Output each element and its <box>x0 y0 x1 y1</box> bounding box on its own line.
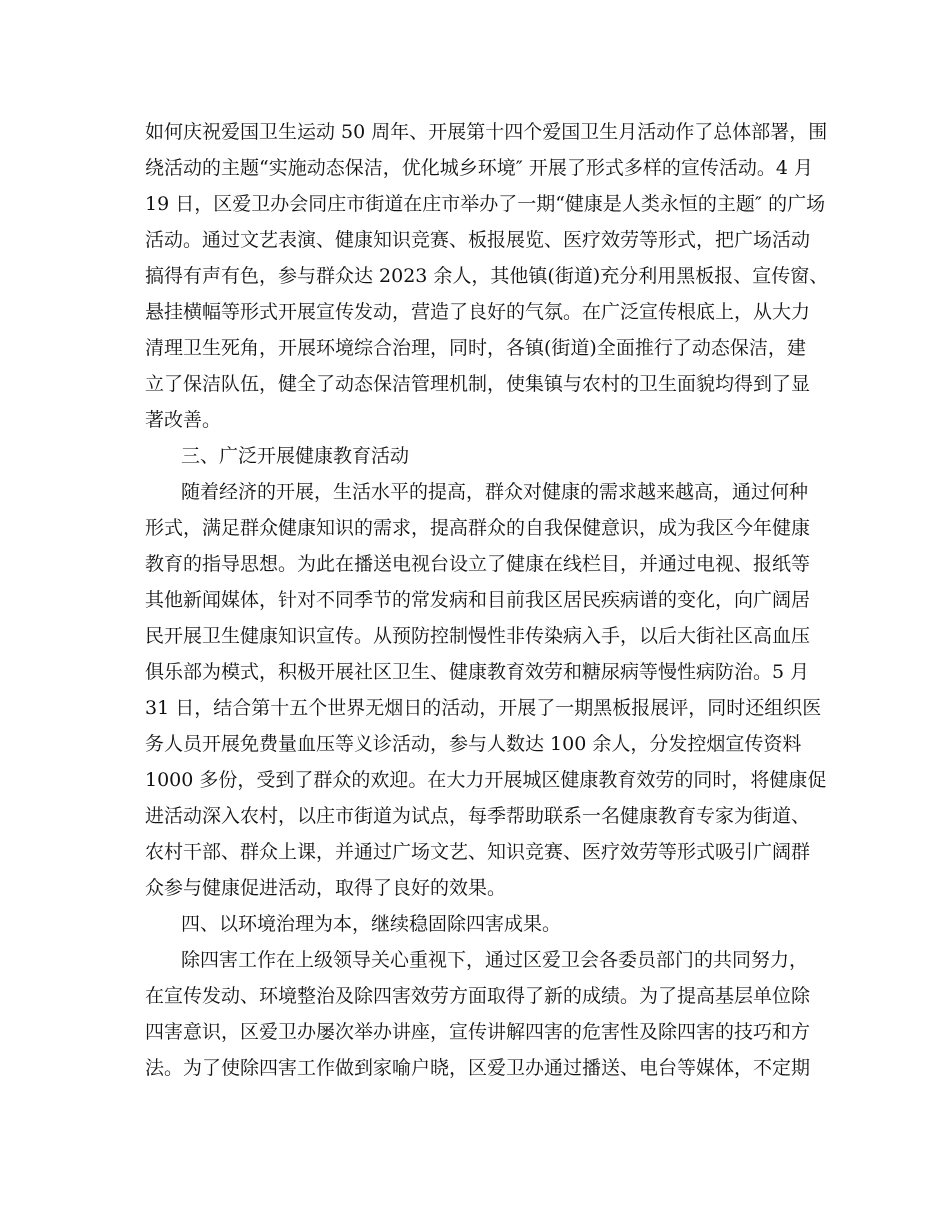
paragraph-line: 在宣传发动、环境整治及除四害效劳方面取得了新的成绩。为了提高基层单位除 <box>145 985 811 1007</box>
paragraph-line: 1000 多份，受到了群众的欢迎。在大力开展城区健康教育效劳的同时，将健康促 <box>145 769 827 791</box>
paragraph-line: 19 日，区爱卫办会同庄市街道在庄市举办了一期“健康是人类永恒的主题″ 的广场 <box>145 193 826 215</box>
paragraph-line: 立了保洁队伍，健全了动态保洁管理机制，使集镇与农村的卫生面貌均得到了显 <box>145 373 811 395</box>
paragraph-line: 形式，满足群众健康知识的需求，提高群众的自我保健意识，成为我区今年健康 <box>145 517 811 539</box>
paragraph-line: 活动。通过文艺表演、健康知识竞赛、板报展览、医疗效劳等形式，把广场活动 <box>145 229 811 251</box>
paragraph-line: 法。为了使除四害工作做到家喻户晓，区爱卫办通过播送、电台等媒体，不定期 <box>145 1057 811 1079</box>
body-text <box>145 114 829 1086</box>
section-heading: 四、以环境治理为本，继续稳固除四害成果。 <box>181 913 562 935</box>
paragraph-line: 农村干部、群众上课，并通过广场文艺、知识竞赛、医疗效劳等形式吸引广阔群 <box>145 841 811 863</box>
paragraph-line: 四害意识，区爱卫办屡次举办讲座，宣传讲解四害的危害性及除四害的技巧和方 <box>145 1021 811 1043</box>
paragraph-line: 进活动深入农村，以庄市街道为试点，每季帮助联系一名健康教育专家为街道、 <box>145 805 811 827</box>
paragraph-line: 教育的指导思想。为此在播送电视台设立了健康在线栏目，并通过电视、报纸等 <box>145 553 811 575</box>
paragraph-line: 务人员开展免费量血压等义诊活动，参与人数达 100 余人，分发控烟宣传资料 <box>145 733 802 755</box>
paragraph-line: 众参与健康促进活动，取得了良好的效果。 <box>145 877 507 899</box>
section-heading: 三、广泛开展健康教育活动 <box>181 445 410 467</box>
paragraph-line: 其他新闻媒体，针对不同季节的常发病和目前我区居民疾病谱的变化，向广阔居 <box>145 589 811 611</box>
paragraph-line: 清理卫生死角，开展环境综合治理，同时，各镇(街道)全面推行了动态保洁，建 <box>145 337 806 359</box>
paragraph-line: 31 日，结合第十五个世界无烟日的活动，开展了一期黑板报展评，同时还组织医 <box>145 697 822 719</box>
paragraph-line: 随着经济的开展，生活水平的提高，群众对健康的需求越来越高，通过何种 <box>181 481 809 503</box>
paragraph-line: 俱乐部为模式，积极开展社区卫生、健康教育效劳和糖尿病等慢性病防治。5 月 <box>145 661 810 683</box>
paragraph-line: 悬挂横幅等形式开展宣传发动，营造了良好的气氛。在广泛宣传根底上，从大力 <box>145 301 811 323</box>
paragraph-line: 搞得有声有色，参与群众达 2023 余人，其他镇(街道)充分利用黑板报、宣传窗、 <box>145 265 829 287</box>
paragraph-line: 绕活动的主题“实施动态保洁，优化城乡环境″ 开展了形式多样的宣传活动。4 月 <box>145 157 813 179</box>
paragraph-line: 如何庆祝爱国卫生运动 50 周年、开展第十四个爱国卫生月活动作了总体部署，围 <box>145 121 828 143</box>
paragraph-line: 著改善。 <box>145 409 222 431</box>
paragraph-line: 除四害工作在上级领导关心重视下，通过区爱卫会各委员部门的共同努力， <box>181 949 809 971</box>
paragraph-line: 民开展卫生健康知识宣传。从预防控制慢性非传染病入手，以后大街社区高血压 <box>145 625 811 647</box>
